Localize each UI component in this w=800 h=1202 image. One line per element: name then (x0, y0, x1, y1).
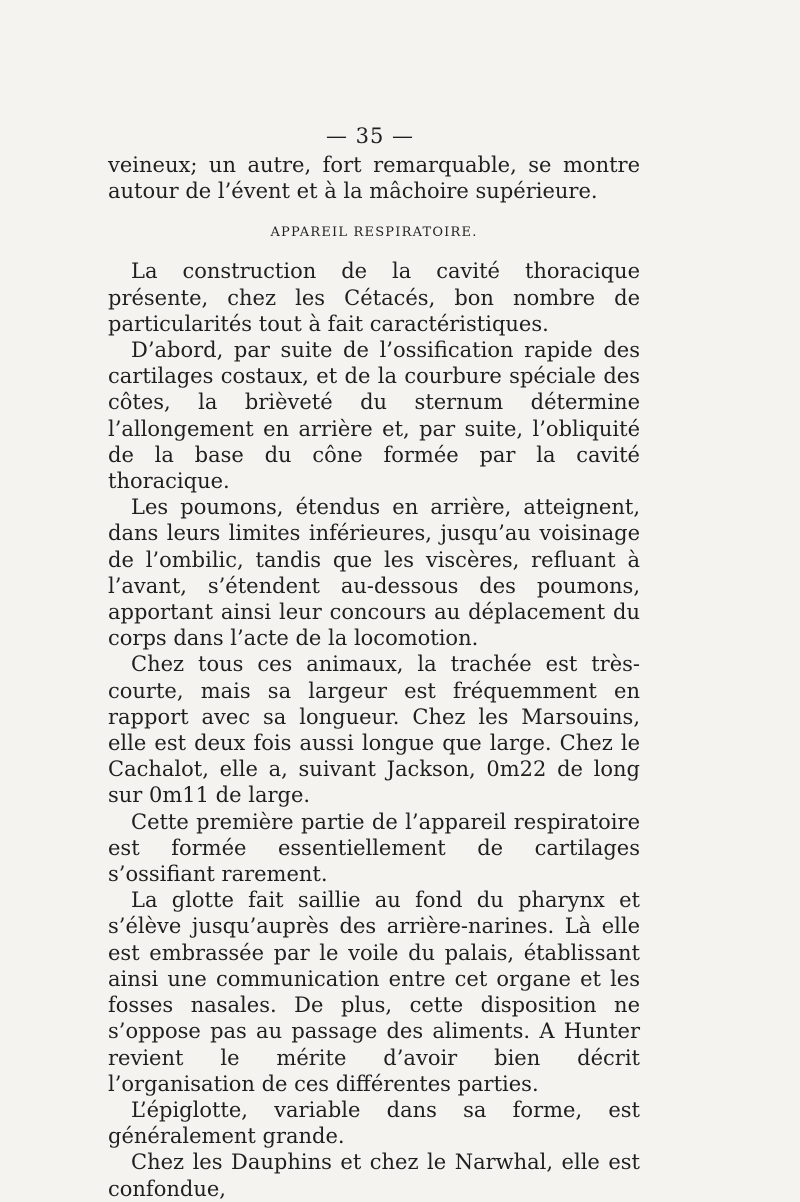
paragraph: Chez les Dauphins et chez le Narwhal, elle est confondue, (108, 1150, 640, 1201)
paragraph: L’épiglotte, variable dans sa forme, est généralement grande. (108, 1097, 640, 1149)
paragraph: La construction de la cavité thoracique présente, chez les Cétacés, bon nombre de particularités tout à fait caractéristiques. (108, 259, 640, 336)
paragraph: Cette première partie de l’appareil respiratoire est formée essentiellement de cartilages s’ossifiant rarement. (108, 809, 640, 887)
body-text (108, 152, 640, 1202)
paragraph: D’abord, par suite de l’ossification rapide des cartilages costaux, et de la courbure spéciale des côtes, la brièveté du sternum détermine l’allongement en arrière et, par suite, l’obliquité de la base du cône formée par la cavité thoracique. (108, 338, 640, 494)
section-heading: APPAREIL RESPIRATOIRE. (270, 225, 478, 241)
paragraph: Les poumons, étendus en arrière, atteignent, dans leurs limites inférieures, jusqu’au voisinage de l’ombilic, tandis que les viscères, refluant à l’avant, s’étendent au-dessous des poumons, apportant ainsi leur concours au déplacement du corps dans l’acte de la locomotion. (108, 495, 640, 651)
paragraph: Chez tous ces animaux, la trachée est très-courte, mais sa largeur est fréquemment en rapport avec sa longueur. Chez les Marsouins, elle est deux fois aussi longue que large. Chez le Cachalot, elle a, suivant Jackson, 0m22 de long sur 0m11 de large. (108, 652, 640, 808)
paragraph-continuation: veineux; un autre, fort remarquable, se montre autour de l’évent et à la mâchoire supérieure. (108, 153, 640, 204)
page-number: — 35 — (325, 124, 415, 148)
paragraph: La glotte fait saillie au fond du pharynx et s’élève jusqu’auprès des arrière-narines. Là elle est embrassée par le voile du palais, établissant ainsi une communication entre cet organe et les fosses nasales. De plus, cette disposition ne s’oppose pas au passage des aliments. A Hunter revient le mérite d’avoir bien décrit l’organisation de ces différentes parties. (108, 888, 640, 1096)
